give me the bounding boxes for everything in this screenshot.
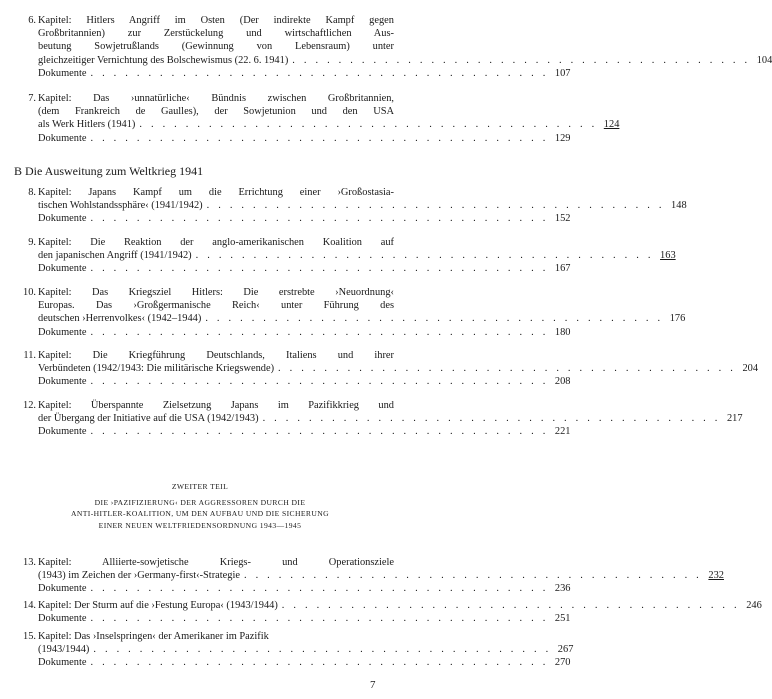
entry-page: 232 bbox=[708, 570, 724, 582]
part-heading bbox=[20, 481, 380, 531]
entry-title-line: (1943/1944) bbox=[38, 644, 90, 656]
entry-page: 267 bbox=[557, 644, 574, 656]
leader-dots: . . . . . . . . . . . . . . . . . . . . . . . . . . . . . . . . . . . . . . . . bbox=[281, 600, 740, 611]
entry-title-line: Kapitel: Hitlers Angriff im Osten (Der indirekte Kampf gegen bbox=[38, 15, 394, 26]
toc-entry-7 bbox=[14, 92, 620, 145]
entry-title-line: der Übergang der Initiative auf die USA (1942/1943) bbox=[38, 413, 259, 425]
toc-entry-15 bbox=[14, 630, 574, 670]
toc-entry-10 bbox=[14, 286, 686, 339]
entry-title-line: Verbündeten (1942/1943: Die militärische Kriegswende) bbox=[38, 363, 275, 375]
toc-entry-11 bbox=[14, 349, 759, 389]
page-number: 7 bbox=[370, 679, 376, 691]
documents-label: Dokumente bbox=[38, 657, 87, 669]
toc-entry-8 bbox=[14, 186, 687, 226]
entry-number: 11. bbox=[23, 350, 36, 361]
entry-page: 104 bbox=[756, 54, 772, 66]
entry-title-line: Kapitel: Alliierte-sowjetische Kriegs- und Operationsziele bbox=[38, 557, 394, 568]
entry-title-line: deutschen ›Herrenvolkes‹ (1942–1944) bbox=[38, 313, 202, 325]
documents-page: 129 bbox=[554, 132, 571, 144]
entry-title-line: beutung Sowjetrußlands (Gewinnung von Lebensraum) unter bbox=[38, 41, 394, 53]
entry-number: 13. bbox=[23, 557, 36, 568]
entry-title-line: Kapitel: Überspannte Zielsetzung Japans im Pazifikkrieg und bbox=[38, 400, 394, 411]
part-label: ZWEITER TEIL bbox=[171, 482, 229, 491]
documents-label: Dokumente bbox=[38, 132, 87, 144]
toc-entry-13 bbox=[14, 556, 724, 596]
documents-label: Dokumente bbox=[38, 67, 87, 79]
leader-dots: . . . . . . . . . . . . . . . . . . . . . . . . . . . . . . . . . . . . . . . . bbox=[93, 644, 552, 656]
leader-dots: . . . . . . . . . . . . . . . . . . . . . . . . . . . . . . . . . . . . . . . . bbox=[90, 613, 549, 625]
toc-entry-12 bbox=[14, 399, 743, 439]
toc-entry-6 bbox=[14, 14, 772, 80]
documents-page: 107 bbox=[554, 67, 571, 79]
leader-dots: . . . . . . . . . . . . . . . . . . . . . . . . . . . . . . . . . . . . . . . . bbox=[90, 213, 549, 225]
entry-title-line: Kapitel: Das ›Inselspringen‹ der Amerikaner im Pazifik bbox=[38, 631, 269, 642]
documents-label: Dokumente bbox=[38, 263, 87, 275]
entry-title-line: Kapitel: Der Sturm auf die ›Festung Europa‹ (1943/1944) bbox=[38, 600, 278, 611]
entry-title-line: gleichzeitiger Vernichtung des Bolschewismus (22. 6. 1941) bbox=[38, 54, 289, 66]
section-heading: B Die Ausweitung zum Weltkrieg 1941 bbox=[14, 164, 204, 178]
leader-dots: . . . . . . . . . . . . . . . . . . . . . . . . . . . . . . . . . . . . . . . . bbox=[90, 263, 549, 275]
leader-dots: . . . . . . . . . . . . . . . . . . . . . . . . . . . . . . . . . . . . . . . . bbox=[90, 326, 549, 338]
leader-dots: . . . . . . . . . . . . . . . . . . . . . . . . . . . . . . . . . . . . . . . . bbox=[262, 413, 721, 425]
entry-title-line: Kapitel: Japans Kampf um die Errichtung einer ›Großostasia- bbox=[38, 187, 394, 198]
part-title-line: EINER NEUEN WELTFRIEDENSORDNUNG 1943—1945 bbox=[98, 520, 302, 530]
entry-title-line: Großbritannien) zur Zerstückelung und wirtschaftlichen Aus- bbox=[38, 28, 394, 40]
entry-title-line: Kapitel: Die Reaktion der anglo-amerikanischen Koalition auf bbox=[38, 237, 394, 248]
entry-number: 6. bbox=[28, 15, 36, 26]
entry-title-line: als Werk Hitlers (1941) bbox=[38, 119, 136, 131]
part-title-line: ANTI-HITLER-KOALITION, UM DEN AUFBAU UND DIE SICHERUNG bbox=[70, 509, 330, 519]
documents-page: 180 bbox=[554, 326, 571, 338]
toc-entry-9 bbox=[14, 236, 676, 276]
leader-dots: . . . . . . . . . . . . . . . . . . . . . . . . . . . . . . . . . . . . . . . . bbox=[90, 67, 549, 79]
leader-dots: . . . . . . . . . . . . . . . . . . . . . . . . . . . . . . . . . . . . . . . . bbox=[90, 426, 549, 438]
entry-page: 176 bbox=[669, 313, 686, 325]
entry-number: 12. bbox=[23, 400, 36, 411]
leader-dots: . . . . . . . . . . . . . . . . . . . . . . . . . . . . . . . . . . . . . . . . bbox=[243, 570, 702, 582]
documents-page: 152 bbox=[554, 213, 571, 225]
toc-entry-14 bbox=[14, 599, 762, 625]
entry-title-line: Kapitel: Die Kriegführung Deutschlands, Italiens und ihrer bbox=[38, 350, 394, 361]
entry-page: 217 bbox=[726, 413, 743, 425]
entry-number: 8. bbox=[28, 187, 36, 198]
documents-label: Dokumente bbox=[38, 613, 87, 625]
entry-title-line: Kapitel: Das ›unnatürliche‹ Bündnis zwischen Großbritannien, bbox=[38, 93, 394, 104]
documents-page: 236 bbox=[554, 583, 571, 595]
entry-title-line: (dem Frankreich de Gaulles), der Sowjetunion und den USA bbox=[38, 106, 394, 118]
entry-number: 9. bbox=[28, 237, 36, 248]
documents-label: Dokumente bbox=[38, 326, 87, 338]
documents-label: Dokumente bbox=[38, 426, 87, 438]
leader-dots: . . . . . . . . . . . . . . . . . . . . . . . . . . . . . . . . . . . . . . . . bbox=[90, 376, 549, 388]
entry-number: 10. bbox=[23, 287, 36, 298]
entry-title-line: Europas. Das ›Großgermanische Reich‹ unter Führung des bbox=[38, 300, 394, 312]
entry-page: 163 bbox=[660, 250, 676, 262]
part-title-line: DIE ›PAZIFIZIERUNG‹ DER AGGRESSOREN DURCH DIE bbox=[94, 498, 306, 508]
leader-dots: . . . . . . . . . . . . . . . . . . . . . . . . . . . . . . . . . . . . . . . . bbox=[90, 132, 549, 144]
documents-page: 251 bbox=[554, 613, 571, 625]
leader-dots: . . . . . . . . . . . . . . . . . . . . . . . . . . . . . . . . . . . . . . . . bbox=[206, 200, 665, 212]
entry-page: 148 bbox=[671, 200, 687, 212]
entry-page: 246 bbox=[746, 600, 762, 611]
leader-dots: . . . . . . . . . . . . . . . . . . . . . . . . . . . . . . . . . . . . . . . . bbox=[195, 250, 654, 262]
entry-title-line: den japanischen Angriff (1941/1942) bbox=[38, 250, 192, 262]
documents-label: Dokumente bbox=[38, 376, 87, 388]
entry-page: 204 bbox=[742, 363, 759, 375]
entry-number: 14. bbox=[23, 600, 36, 611]
leader-dots: . . . . . . . . . . . . . . . . . . . . . . . . . . . . . . . . . . . . . . . . bbox=[90, 657, 549, 669]
entry-number: 7. bbox=[28, 93, 36, 104]
documents-page: 270 bbox=[554, 657, 571, 669]
documents-page: 221 bbox=[554, 426, 571, 438]
leader-dots: . . . . . . . . . . . . . . . . . . . . . . . . . . . . . . . . . . . . . . . . bbox=[90, 583, 549, 595]
entry-title-line: (1943) im Zeichen der ›Germany-first‹-Strategie bbox=[38, 570, 240, 582]
documents-page: 208 bbox=[554, 376, 571, 388]
leader-dots: . . . . . . . . . . . . . . . . . . . . . . . . . . . . . . . . . . . . . . . . bbox=[139, 119, 598, 131]
leader-dots: . . . . . . . . . . . . . . . . . . . . . . . . . . . . . . . . . . . . . . . . bbox=[278, 363, 737, 375]
entry-page: 124 bbox=[603, 119, 620, 131]
entry-number: 15. bbox=[23, 631, 36, 642]
entry-title-line: Kapitel: Das Kriegsziel Hitlers: Die erstrebte ›Neuordnung‹ bbox=[38, 287, 394, 298]
entry-title-line: tischen Wohlstandssphäre‹ (1941/1942) bbox=[38, 200, 203, 212]
documents-label: Dokumente bbox=[38, 213, 87, 225]
leader-dots: . . . . . . . . . . . . . . . . . . . . . . . . . . . . . . . . . . . . . . . . bbox=[292, 54, 751, 66]
documents-label: Dokumente bbox=[38, 583, 87, 595]
leader-dots: . . . . . . . . . . . . . . . . . . . . . . . . . . . . . . . . . . . . . . . . bbox=[205, 313, 664, 325]
documents-page: 167 bbox=[554, 263, 571, 275]
